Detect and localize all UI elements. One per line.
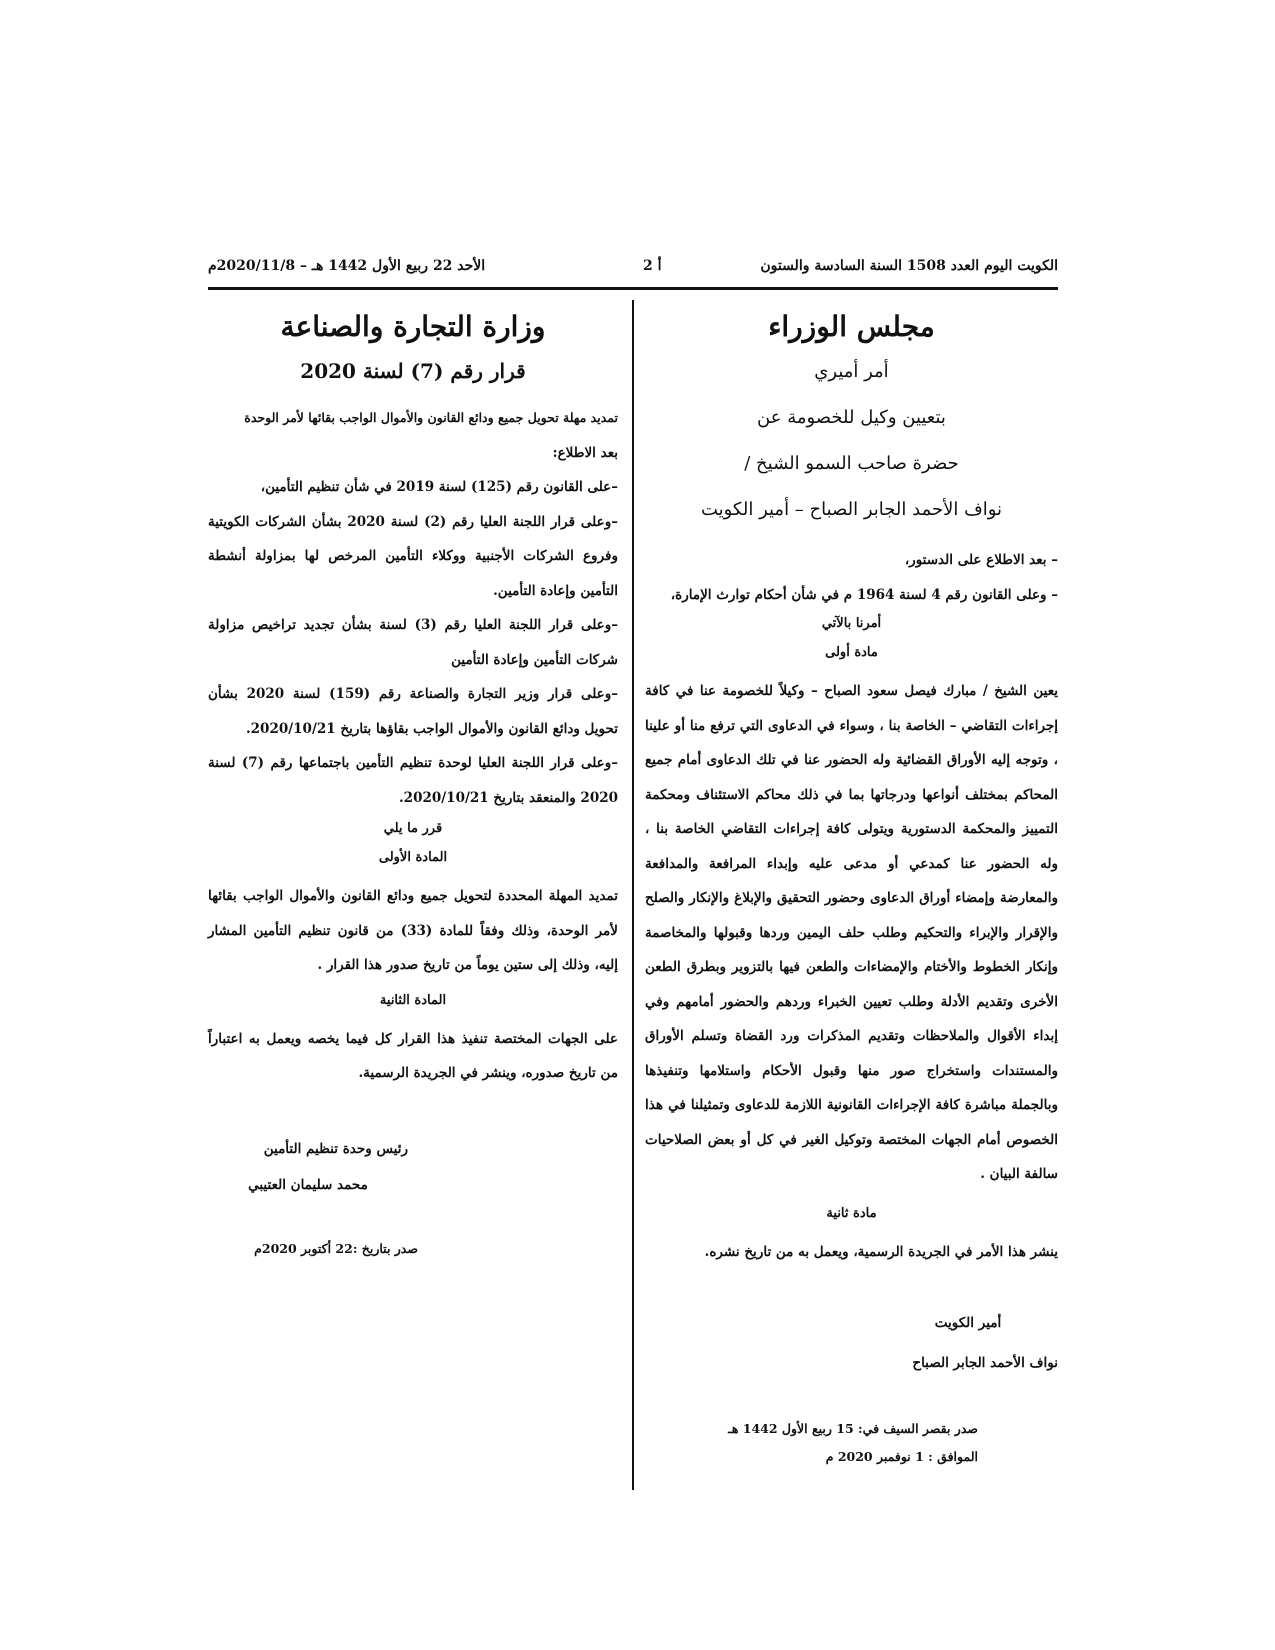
issued-date: صدر بتاريخ :22 أكتوبر 2020م (254, 1240, 418, 1256)
issued-date-hijri: صدر بقصر السيف في: 15 ربيع الأول 1442 هـ (728, 1421, 978, 1436)
signature-name: محمد سليمان العتيبي (248, 1176, 368, 1193)
signature-title: أمير الكويت (934, 1315, 1002, 1331)
issued-block (208, 1235, 418, 1263)
article-2-text: ينشر هذا الأمر في الجريدة الرسمية، ويعمل به من تاريخ نشره. (704, 1243, 1058, 1260)
header-rule (208, 287, 1058, 290)
preamble-item: –على القانون رقم (125) لسنة 2019 في شأن تنظيم التأمين، (260, 479, 618, 495)
column-divider (632, 300, 634, 1490)
issued-date-gregorian: الموافق : 1 نوفمبر 2020 م (825, 1449, 978, 1464)
header-issue: الكويت اليوم العدد 1508 السنة السادسة والستون (760, 258, 1058, 274)
section-title: مجلس الوزراء (768, 310, 935, 343)
decision-subject: تمديد مهلة تحويل جميع ودائع القانون والأموال الواجب بقائها لأمر الوحدة (244, 410, 618, 425)
article-1-title: مادة أولى (825, 645, 878, 660)
signature-block (788, 1305, 1058, 1381)
after-review: بعد الاطلاع: (552, 444, 618, 461)
section-title: وزارة التجارة والصناعة (280, 310, 546, 343)
article-2-title: المادة الثانية (379, 992, 447, 1008)
order-type: أمر أميري (814, 361, 889, 382)
right-column (645, 300, 1058, 1471)
article-1-text: يعين الشيخ / مبارك فيصل سعود الصباح – وكيلاً للخصومة عنا في كافة إجراءات التقاضي – الخاصة بنا ، وسواء في الدعاوى التي ترفع منا أو علينا ، وتوجه إليه الأوراق القضائية وله الحضور عنا في تلك الدعاوى أمام جميع المحاكم بمختلف أنواعها ودرجاتها بما في ذلك محاكم الاستئناف ومحكمة التمييز والمحكمة الدستورية ويتولى كافة إجراءات التقاضي الخاصة بنا ، وله الحضور عنا كمدعي أو مدعى عليه وإبداء المرافعة والمدافعة والمعارضة وإمضاء أوراق الدعاوى وحضور التحقيق والإبلاغ والإنكار والصلح والإقرار والإبراء والتحكيم وطلب حلف اليمين وردها وقبولها والمخاصمة وإنكار الخطوط والأختام والإمضاءات والطعن فيها بالتزوير وبطرق الطعن الأخرى وتقديم الأدلة وطلب تعيين الخبراء وردهم والحضور أمامهم وفي إبداء الأقوال والملاحظات وتقديم المذكرات ورد القضاة وتسلم الأوراق والمستندات واستخراج صور منها وقبول الأحكام واستلامها وتنفيذها وبالجملة مباشرة كافة الإجراءات القانونية اللازمة للدعاوى وتمثيلنا في هذا الخصوص أمام الجهات المختصة وتوكيل الغير في كل أو بعض الصلاحيات سالفة البيان . (645, 683, 1058, 1182)
header-page-number: 2 أ (643, 258, 662, 274)
decision-number: قرار رقم (7) لسنة 2020 (300, 359, 526, 383)
decided-heading: قرر ما يلي (383, 821, 443, 836)
preamble-line: – وعلى القانون رقم 4 لسنة 1964 م في شأن أحكام توارث الإمارة، (670, 586, 1058, 603)
article-2-title: مادة ثانية (826, 1205, 877, 1221)
issued-block (645, 1415, 978, 1471)
preamble-item: –وعلى قرار اللجنة العليا لوحدة تنظيم التأمين باجتماعها رقم (7) لسنة 2020 والمنعقد بتاريخ 2020/10/21. (208, 755, 618, 806)
signature-title: رئيس وحدة تنظيم التأمين (263, 1140, 408, 1157)
preamble-line: – بعد الاطلاع على الدستور، (904, 552, 1058, 568)
ordered-heading: أمرنا بالآتي (821, 616, 882, 631)
article-1-title: المادة الأولى (378, 850, 448, 865)
article-2-text: على الجهات المختصة تنفيذ هذا القرار كل فيما يخصه ويعمل به اعتباراً من تاريخ صدوره، وينشر في الجريدة الرسمية. (208, 1030, 618, 1081)
preamble-item: –وعلى قرار اللجنة العليا رقم (3) لسنة بشأن تجديد تراخيص مزاولة شركات التأمين وإعادة التأمين (208, 617, 618, 668)
order-subject-line: نواف الأحمد الجابر الصباح – أمير الكويت (700, 499, 1003, 520)
page-header (208, 258, 1058, 288)
left-column (208, 300, 618, 1263)
order-subject-line: بتعيين وكيل للخصومة عن (757, 407, 946, 428)
signature-name: نواف الأحمد الجابر الصباح (912, 1355, 1058, 1371)
signature-block (208, 1131, 408, 1203)
order-subject-line: حضرة صاحب السمو الشيخ / (744, 453, 959, 474)
header-date: الأحد 22 ربيع الأول 1442 هـ – 2020/11/8م (208, 258, 486, 274)
preamble-item: –وعلى قرار وزير التجارة والصناعة رقم (159) لسنة 2020 بشأن تحويل ودائع القانون والأموال الواجب بقاؤها بتاريخ 2020/10/21. (208, 686, 619, 737)
preamble-item: –وعلى قرار اللجنة العليا رقم (2) لسنة 2020 بشأن الشركات الكويتية وفروع الشركات الأجنبية ووكلاء التأمين المرخص لها بمزاولة أنشطة التأمين وإعادة التأمين. (208, 513, 618, 599)
article-1-text: تمديد المهلة المحددة لتحويل جميع ودائع القانون والأموال الواجب بقائها لأمر الوحدة، وذلك وفقاً للمادة (33) من قانون تنظيم التأمين المشار إليه، وذلك إلى ستين يوماً من تاريخ صدور هذا القرار . (208, 888, 618, 973)
